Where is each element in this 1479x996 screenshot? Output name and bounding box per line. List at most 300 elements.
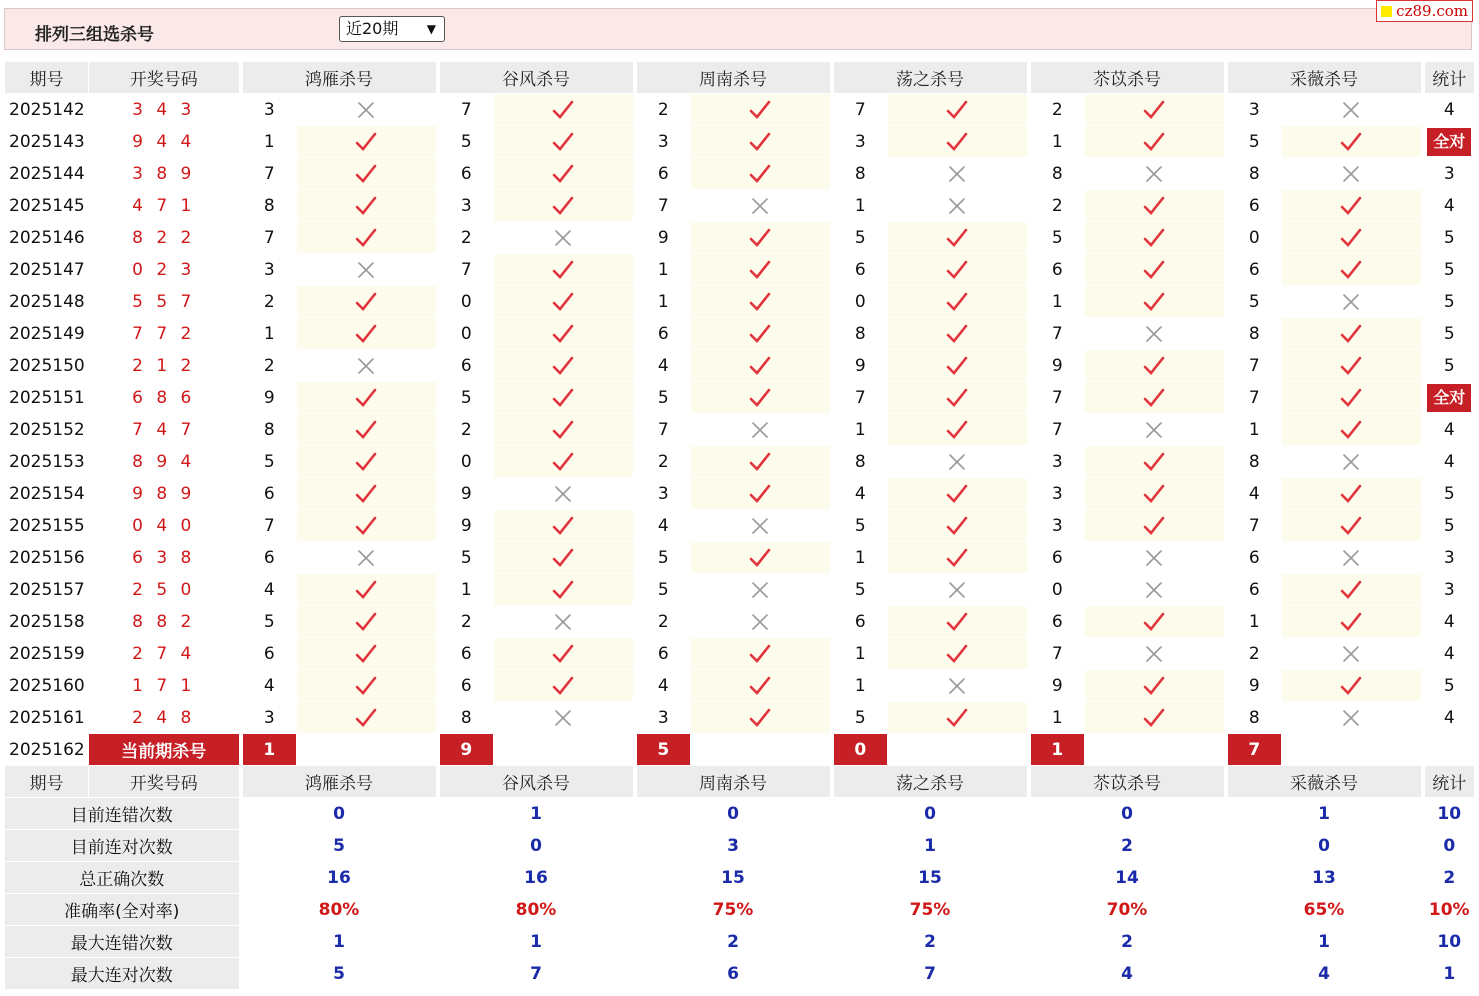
cross-icon [945, 674, 969, 698]
result-mark [297, 542, 438, 574]
check-icon [354, 226, 378, 250]
result-mark [1085, 638, 1226, 670]
kill-number: 0 [438, 286, 494, 318]
check-icon [551, 130, 575, 154]
cross-icon [1142, 546, 1166, 570]
kill-number: 8 [1029, 158, 1085, 190]
summary-value: 14 [1029, 862, 1226, 894]
table-header-row [5, 766, 1475, 798]
cross-icon [551, 706, 575, 730]
kill-number: 9 [1226, 670, 1282, 702]
kill-number: 7 [438, 254, 494, 286]
site-logo-text: cz89.com [1396, 2, 1468, 20]
result-mark [691, 350, 832, 382]
cross-icon [945, 578, 969, 602]
issue-number: 2025145 [5, 190, 89, 222]
draw-numbers: 9 4 4 [89, 126, 241, 158]
check-icon [551, 162, 575, 186]
result-mark [1085, 702, 1226, 734]
summary-value: 15 [635, 862, 832, 894]
draw-numbers: 2 7 4 [89, 638, 241, 670]
summary-value: 0 [635, 798, 832, 830]
summary-row [5, 830, 1475, 862]
result-mark [1085, 446, 1226, 478]
kill-number: 6 [635, 158, 691, 190]
all-correct-badge: 全对 [1427, 384, 1471, 412]
cross-icon [1142, 578, 1166, 602]
result-mark [494, 446, 635, 478]
result-mark [297, 158, 438, 190]
check-icon [1339, 322, 1363, 346]
result-mark [494, 606, 635, 638]
stat-cell [1423, 478, 1475, 510]
stat-cell [1423, 158, 1475, 190]
column-header-expert: 谷风杀号 [438, 766, 635, 798]
kill-number: 2 [635, 446, 691, 478]
cross-icon [748, 514, 772, 538]
kill-number: 1 [1029, 702, 1085, 734]
period-range-select[interactable] [339, 16, 445, 42]
kill-number: 5 [832, 702, 888, 734]
kill-number: 2 [241, 286, 297, 318]
summary-value: 5 [241, 830, 438, 862]
kill-number: 5 [438, 542, 494, 574]
draw-numbers: 8 8 2 [89, 606, 241, 638]
cross-icon [354, 546, 378, 570]
draw-numbers: 4 7 1 [89, 190, 241, 222]
result-mark [297, 382, 438, 414]
summary-value: 16 [241, 862, 438, 894]
check-icon [945, 642, 969, 666]
summary-value: 7 [438, 958, 635, 990]
cross-icon [354, 354, 378, 378]
check-icon [354, 578, 378, 602]
stat-cell [1423, 222, 1475, 254]
stat-cell [1423, 542, 1475, 574]
summary-value: 0 [241, 798, 438, 830]
table-row [5, 318, 1475, 350]
result-mark [1282, 414, 1423, 446]
check-icon [1142, 610, 1166, 634]
result-mark [691, 414, 832, 446]
kill-number: 2 [1029, 94, 1085, 126]
kill-number: 7 [1029, 638, 1085, 670]
check-icon [748, 546, 772, 570]
draw-numbers: 3 4 3 [89, 94, 241, 126]
kill-number: 1 [832, 414, 888, 446]
summary-value: 15 [832, 862, 1029, 894]
cross-icon [1339, 546, 1363, 570]
check-icon [1142, 514, 1166, 538]
check-icon [1142, 450, 1166, 474]
empty-cell [1085, 734, 1226, 766]
issue-number: 2025153 [5, 446, 89, 478]
kill-number: 7 [1226, 510, 1282, 542]
table-row [5, 350, 1475, 382]
summary-value: 1 [241, 926, 438, 958]
check-icon [748, 226, 772, 250]
cross-icon [1339, 642, 1363, 666]
result-mark [297, 478, 438, 510]
result-mark [691, 446, 832, 478]
issue-number: 2025161 [5, 702, 89, 734]
cross-icon [748, 418, 772, 442]
draw-numbers: 8 2 2 [89, 222, 241, 254]
kill-number: 8 [832, 318, 888, 350]
table-row [5, 510, 1475, 542]
check-icon [748, 322, 772, 346]
table-row [5, 382, 1475, 414]
check-icon [945, 130, 969, 154]
summary-value: 2 [1029, 830, 1226, 862]
check-icon [1142, 226, 1166, 250]
check-icon [1339, 578, 1363, 602]
check-icon [551, 578, 575, 602]
stat-value: 4 [1443, 611, 1455, 632]
current-period-row [5, 734, 1475, 766]
kill-number: 5 [241, 606, 297, 638]
column-header-draw: 开奖号码 [89, 62, 241, 94]
summary-value: 3 [635, 830, 832, 862]
kill-number: 1 [832, 542, 888, 574]
summary-label: 准确率(全对率) [5, 894, 241, 926]
stat-value: 5 [1443, 675, 1455, 696]
check-icon [551, 514, 575, 538]
result-mark [1085, 542, 1226, 574]
result-mark [1282, 158, 1423, 190]
result-mark [297, 286, 438, 318]
kill-number: 7 [1029, 382, 1085, 414]
column-header-stat: 统计 [1423, 766, 1475, 798]
stat-value: 5 [1443, 515, 1455, 536]
result-mark [1085, 382, 1226, 414]
result-mark [888, 286, 1029, 318]
logo-square-icon [1381, 6, 1392, 17]
column-header-expert: 鸿雁杀号 [241, 62, 438, 94]
kill-number: 7 [832, 382, 888, 414]
kill-number: 7 [1226, 382, 1282, 414]
summary-value: 2 [635, 926, 832, 958]
check-icon [1339, 674, 1363, 698]
column-header-issue: 期号 [5, 766, 89, 798]
kill-number: 5 [635, 382, 691, 414]
stat-value: 5 [1443, 259, 1455, 280]
kill-number: 6 [241, 478, 297, 510]
result-mark [1085, 510, 1226, 542]
check-icon [551, 674, 575, 698]
summary-value: 6 [635, 958, 832, 990]
result-mark [691, 606, 832, 638]
result-mark [691, 670, 832, 702]
result-mark [888, 574, 1029, 606]
summary-label: 目前连对次数 [5, 830, 241, 862]
kill-number: 6 [1226, 574, 1282, 606]
stat-cell [1423, 286, 1475, 318]
summary-value: 7 [832, 958, 1029, 990]
kill-number: 2 [438, 606, 494, 638]
kill-number: 1 [241, 126, 297, 158]
result-mark [494, 158, 635, 190]
check-icon [945, 98, 969, 122]
result-mark [691, 158, 832, 190]
current-kill-number: 0 [832, 734, 888, 766]
kill-number: 6 [635, 318, 691, 350]
summary-value: 70% [1029, 894, 1226, 926]
result-mark [691, 190, 832, 222]
kill-number: 5 [635, 574, 691, 606]
kill-number: 0 [832, 286, 888, 318]
cross-icon [945, 450, 969, 474]
draw-numbers: 5 5 7 [89, 286, 241, 318]
result-mark [494, 670, 635, 702]
table-row [5, 190, 1475, 222]
kill-number: 1 [635, 254, 691, 286]
kill-number: 1 [832, 670, 888, 702]
kill-number: 5 [832, 222, 888, 254]
result-mark [1085, 190, 1226, 222]
check-icon [1142, 290, 1166, 314]
draw-numbers: 1 7 1 [89, 670, 241, 702]
stat-cell [1423, 126, 1475, 158]
empty-cell [888, 734, 1029, 766]
check-icon [1142, 386, 1166, 410]
kill-number-table [4, 61, 1475, 990]
result-mark [297, 574, 438, 606]
kill-number: 6 [1226, 190, 1282, 222]
check-icon [748, 98, 772, 122]
summary-value: 1 [1226, 926, 1423, 958]
kill-number: 0 [1226, 222, 1282, 254]
column-header-expert: 苶苡杀号 [1029, 62, 1226, 94]
check-icon [354, 386, 378, 410]
cross-icon [354, 98, 378, 122]
summary-value: 1 [438, 926, 635, 958]
current-kill-number: 7 [1226, 734, 1282, 766]
summary-value: 5 [241, 958, 438, 990]
result-mark [1085, 350, 1226, 382]
stat-cell [1423, 510, 1475, 542]
kill-number: 5 [1226, 126, 1282, 158]
result-mark [1282, 670, 1423, 702]
result-mark [1085, 254, 1226, 286]
stat-value: 3 [1443, 163, 1455, 184]
check-icon [945, 258, 969, 282]
check-icon [354, 514, 378, 538]
check-icon [1339, 258, 1363, 282]
column-header-expert: 周南杀号 [635, 62, 832, 94]
table-row [5, 222, 1475, 254]
result-mark [494, 478, 635, 510]
empty-cell [1423, 734, 1475, 766]
summary-value: 16 [438, 862, 635, 894]
stat-cell [1423, 670, 1475, 702]
cross-icon [551, 610, 575, 634]
summary-value: 4 [1226, 958, 1423, 990]
result-mark [1282, 446, 1423, 478]
issue-number: 2025158 [5, 606, 89, 638]
issue-number: 2025142 [5, 94, 89, 126]
cross-icon [945, 194, 969, 218]
check-icon [551, 642, 575, 666]
check-icon [354, 162, 378, 186]
check-icon [1142, 98, 1166, 122]
result-mark [297, 606, 438, 638]
stat-value: 3 [1443, 579, 1455, 600]
kill-number: 4 [241, 574, 297, 606]
kill-number: 3 [1029, 478, 1085, 510]
check-icon [945, 482, 969, 506]
kill-number: 4 [635, 670, 691, 702]
draw-numbers: 0 4 0 [89, 510, 241, 542]
chevron-down-icon: ▼ [426, 22, 436, 36]
stat-cell [1423, 414, 1475, 446]
check-icon [551, 450, 575, 474]
table-row [5, 638, 1475, 670]
check-icon [551, 386, 575, 410]
summary-stat: 10% [1423, 894, 1475, 926]
table-row [5, 414, 1475, 446]
result-mark [1282, 542, 1423, 574]
site-logo[interactable] [1376, 0, 1473, 22]
result-mark [1282, 94, 1423, 126]
summary-row [5, 862, 1475, 894]
result-mark [691, 638, 832, 670]
kill-number: 4 [635, 350, 691, 382]
result-mark [1085, 286, 1226, 318]
table-row [5, 94, 1475, 126]
stat-value: 5 [1443, 355, 1455, 376]
cross-icon [551, 482, 575, 506]
stat-cell [1423, 318, 1475, 350]
draw-numbers: 8 9 4 [89, 446, 241, 478]
issue-number: 2025148 [5, 286, 89, 318]
cross-icon [1339, 98, 1363, 122]
table-row [5, 478, 1475, 510]
summary-value: 0 [1226, 830, 1423, 862]
result-mark [297, 638, 438, 670]
result-mark [494, 254, 635, 286]
result-mark [1282, 190, 1423, 222]
check-icon [551, 290, 575, 314]
issue-number: 2025157 [5, 574, 89, 606]
summary-label: 总正确次数 [5, 862, 241, 894]
empty-cell [1282, 734, 1423, 766]
check-icon [1142, 258, 1166, 282]
kill-number: 4 [635, 510, 691, 542]
kill-number: 6 [438, 158, 494, 190]
stat-cell [1423, 350, 1475, 382]
result-mark [297, 446, 438, 478]
result-mark [888, 702, 1029, 734]
kill-number: 9 [635, 222, 691, 254]
check-icon [748, 258, 772, 282]
column-header-expert: 周南杀号 [635, 766, 832, 798]
kill-number: 8 [241, 414, 297, 446]
result-mark [1085, 158, 1226, 190]
kill-number: 3 [1226, 94, 1282, 126]
column-header-expert: 鸿雁杀号 [241, 766, 438, 798]
table-row [5, 126, 1475, 158]
check-icon [945, 354, 969, 378]
draw-numbers: 2 4 8 [89, 702, 241, 734]
empty-cell [297, 734, 438, 766]
summary-value: 1 [438, 798, 635, 830]
kill-number: 8 [1226, 702, 1282, 734]
check-icon [1339, 354, 1363, 378]
result-mark [1282, 510, 1423, 542]
kill-number: 4 [241, 670, 297, 702]
table-row [5, 670, 1475, 702]
kill-number: 6 [1029, 606, 1085, 638]
check-icon [945, 386, 969, 410]
issue-number: 2025156 [5, 542, 89, 574]
kill-number: 3 [1029, 446, 1085, 478]
table-row [5, 446, 1475, 478]
result-mark [1085, 574, 1226, 606]
cross-icon [748, 194, 772, 218]
summary-value: 65% [1226, 894, 1423, 926]
kill-number: 5 [438, 126, 494, 158]
check-icon [551, 258, 575, 282]
result-mark [691, 126, 832, 158]
result-mark [494, 574, 635, 606]
current-kill-number: 1 [241, 734, 297, 766]
result-mark [888, 510, 1029, 542]
summary-value: 80% [241, 894, 438, 926]
issue-number: 2025150 [5, 350, 89, 382]
draw-numbers: 0 2 3 [89, 254, 241, 286]
kill-number: 1 [832, 190, 888, 222]
table-row [5, 702, 1475, 734]
issue-number: 2025151 [5, 382, 89, 414]
result-mark [691, 318, 832, 350]
kill-number: 8 [832, 446, 888, 478]
result-mark [888, 478, 1029, 510]
check-icon [748, 290, 772, 314]
table-row [5, 254, 1475, 286]
check-icon [354, 322, 378, 346]
summary-row [5, 926, 1475, 958]
check-icon [551, 322, 575, 346]
kill-number: 3 [635, 478, 691, 510]
check-icon [354, 674, 378, 698]
column-header-stat: 统计 [1423, 62, 1475, 94]
kill-number: 3 [832, 126, 888, 158]
result-mark [494, 222, 635, 254]
check-icon [354, 450, 378, 474]
kill-number: 8 [832, 158, 888, 190]
summary-value: 0 [1029, 798, 1226, 830]
stat-cell [1423, 190, 1475, 222]
draw-numbers: 2 5 0 [89, 574, 241, 606]
summary-stat: 10 [1423, 926, 1475, 958]
kill-number: 8 [1226, 318, 1282, 350]
result-mark [1282, 638, 1423, 670]
kill-number: 3 [241, 94, 297, 126]
issue-number: 2025144 [5, 158, 89, 190]
result-mark [1085, 126, 1226, 158]
cross-icon [945, 162, 969, 186]
cross-icon [354, 258, 378, 282]
result-mark [691, 254, 832, 286]
check-icon [945, 546, 969, 570]
column-header-issue: 期号 [5, 62, 89, 94]
summary-value: 75% [832, 894, 1029, 926]
check-icon [748, 450, 772, 474]
stat-value: 4 [1443, 99, 1455, 120]
issue-number: 2025159 [5, 638, 89, 670]
check-icon [354, 706, 378, 730]
